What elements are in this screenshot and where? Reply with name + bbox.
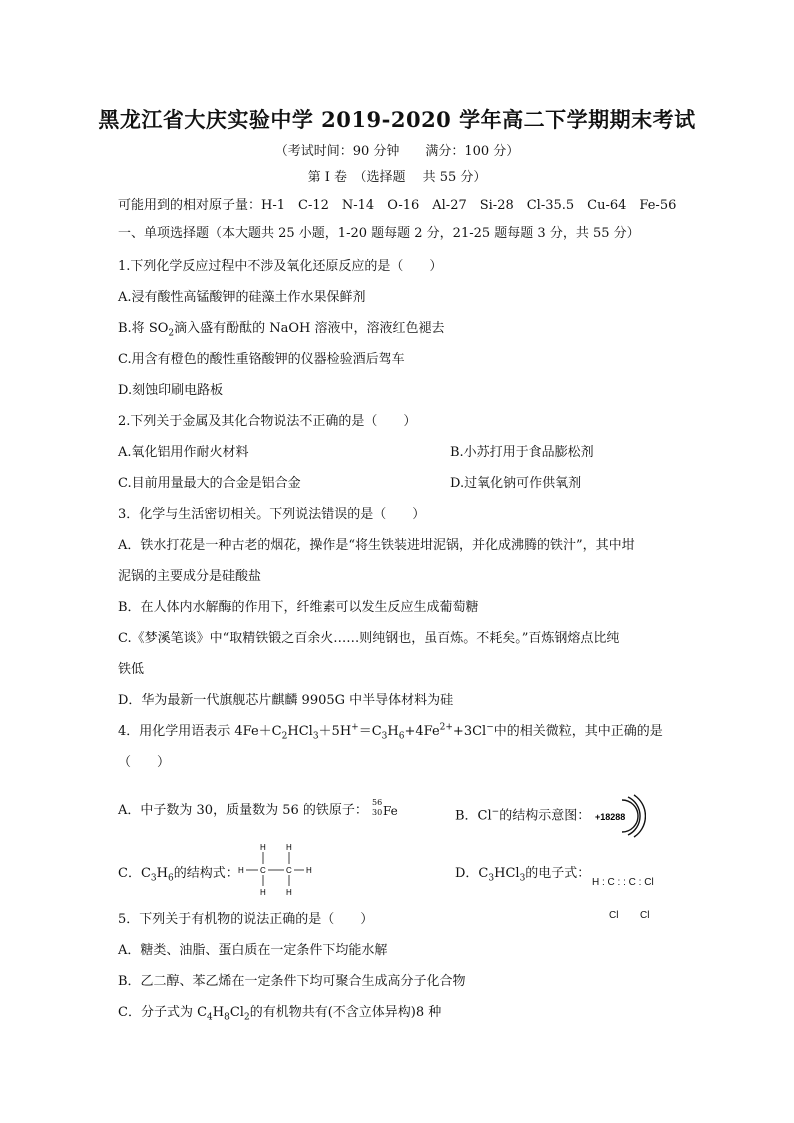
q2-option-d: D.过氧化钠可作供氧剂 xyxy=(450,476,582,491)
chloride-diagram-label: +18288 xyxy=(595,812,626,822)
q2-option-c: C.目前用量最大的合金是铝合金 xyxy=(118,476,301,491)
q3-option-d: D．华为最新一代旗舰芯片麒麟 9905G 中半导体材料为硅 xyxy=(118,693,454,708)
q2-option-a: A.氧化铝用作耐火材料 xyxy=(118,445,249,460)
svg-text:H: H xyxy=(306,866,312,875)
q4-answer-paren: （ ） xyxy=(118,755,171,770)
svg-text:H: H xyxy=(286,843,292,852)
q3-option-a-line2: 泥锅的主要成分是硅酸盐 xyxy=(118,569,262,584)
exam-title: 黑龙江省大庆实验中学 2019-2020 学年高二下学期期末考试 xyxy=(98,107,696,132)
q3-stem: 3．化学与生活密切相关。下列说法错误的是（ ） xyxy=(118,507,426,522)
q1-option-c: C.用含有橙色的酸性重铬酸钾的仪器检验酒后驾车 xyxy=(118,352,405,367)
q4-option-d: D．$C_3HCl_3$的电子式： xyxy=(455,866,591,884)
q3-option-c-line1: C.《梦溪笔谈》中“取精铁锻之百余火……则纯钢也，虽百炼。不耗矣。”百炼钢熔点比纯 xyxy=(118,631,620,646)
fe-isotope-notation: 56 30 Fe xyxy=(372,797,398,818)
q5-option-a: A．糖类、油脂、蛋白质在一定条件下均能水解 xyxy=(118,943,388,958)
electron-formula xyxy=(592,855,654,944)
q2-stem: 2.下列关于金属及其化合物说法不正确的是（ ） xyxy=(118,414,417,429)
q4-option-a: A．中子数为 30，质量数为 56 的铁原子： 56 30 Fe xyxy=(118,799,402,818)
q5-option-c: C．分子式为 $C_4H_8Cl_2$的有机物共有(不含立体异构)8 种 xyxy=(118,1005,442,1023)
q5-stem: 5．下列关于有机物的说法正确的是（ ） xyxy=(118,912,374,927)
svg-text:H: H xyxy=(260,843,266,852)
q5-option-b: B．乙二醇、苯乙烯在一定条件下均可聚合生成高分子化合物 xyxy=(118,974,466,989)
volume-heading: 第 I 卷 （选择题 共 55 分） xyxy=(307,170,487,185)
section-heading: 一、单项选择题（本大题共 25 小题，1-20 题每题 2 分，21-25 题每题 3 分，共 55 分） xyxy=(118,226,640,241)
chloride-structure-diagram xyxy=(594,809,646,824)
svg-text:C: C xyxy=(260,866,266,875)
q1-stem: 1.下列化学反应过程中不涉及氧化还原反应的是（ ） xyxy=(118,259,443,274)
svg-text:H: H xyxy=(286,888,292,897)
svg-text:H: H xyxy=(238,866,244,875)
q1-option-d: D.刻蚀印刷电路板 xyxy=(118,383,224,398)
q1-option-b: B.将 $SO_2$滴入盛有酚酞的 NaOH 溶液中，溶液红色褪去 xyxy=(118,321,445,339)
atomic-masses: 可能用到的相对原子量：H-1 C-12 N-14 O-16 Al-27 Si-28 Cl-35.5 Cu-64 Fe-56 xyxy=(118,198,677,213)
propene-structural-formula xyxy=(238,842,318,898)
q2-option-b: B.小苏打用于食品膨松剂 xyxy=(450,445,594,460)
q3-option-b: B．在人体内水解酶的作用下，纤维素可以发生反应生成葡萄糖 xyxy=(118,600,479,615)
q4-stem: 4．用化学用语表示 $4Fe+C_2HCl_3+5H^+=C_3H_6+4Fe^{2+}+3Cl^-$中的相关微粒，其中正确的是 xyxy=(118,722,663,742)
q3-option-a-line1: A．铁水打花是一种古老的烟花，操作是“将生铁装进坩泥锅，并化成沸腾的铁汁”，其中坩 xyxy=(118,538,635,553)
electron-formula-cl2: Cl xyxy=(640,910,650,921)
svg-text:C: C xyxy=(286,866,292,875)
svg-text:H: H xyxy=(260,888,266,897)
q3-option-c-line2: 铁低 xyxy=(118,662,145,677)
exam-info: （考试时间：90 分钟 满分：100 分） xyxy=(274,144,520,159)
q1-option-a: A.浸有酸性高锰酸钾的硅藻土作水果保鲜剂 xyxy=(118,290,366,305)
electron-formula-cl1: Cl xyxy=(609,910,619,921)
electron-formula-top: H : C : : C : Cl xyxy=(592,877,654,888)
q4-option-b: B．Cl−的结构示意图： +18288 xyxy=(455,794,646,838)
q4-option-c: C．$C_3H_6$的结构式： xyxy=(118,866,239,884)
